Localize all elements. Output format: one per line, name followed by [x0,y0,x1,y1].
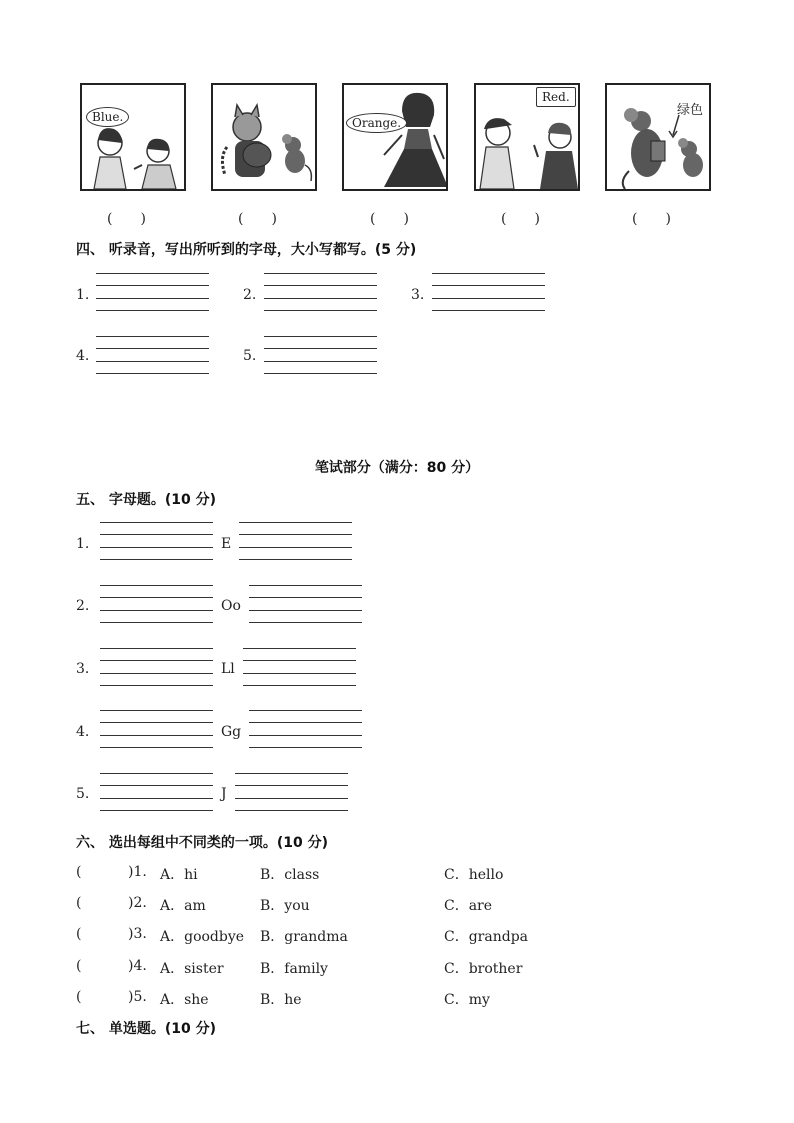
question-number: )2. [128,895,147,911]
option-b: B．family [260,961,328,977]
picture-3 [342,83,448,191]
writing-grid[interactable] [100,648,213,686]
given-letter: Oo [221,598,241,614]
option-c: C．grandpa [444,929,528,945]
writing-grid[interactable] [249,585,362,623]
given-letter: Ll [221,661,235,677]
answer-blank-5[interactable]: ( ) [632,211,671,227]
writing-grid[interactable] [100,710,213,748]
given-letter: Gg [221,724,242,740]
option-b: B．class [260,867,320,883]
section-7-title: 七、 单选题。(10 分) [76,1021,217,1037]
two-girls-illustration [82,85,186,191]
item-number: 1. [76,536,90,552]
answer-paren-open[interactable]: ( [76,926,82,942]
answer-paren-open[interactable]: ( [76,958,82,974]
option-a: A．hi [160,867,198,883]
answer-blank-3[interactable]: ( ) [370,211,409,227]
section-6-title: 六、 选出每组中不同类的一项。(10 分) [76,835,329,851]
picture-2 [211,83,317,191]
writing-grid[interactable] [264,336,377,374]
item-number: 5. [243,348,257,364]
given-letter: J [221,786,227,802]
speech-bubble: Red. [536,87,576,107]
picture-5 [605,83,711,191]
option-a: A．goodbye [160,929,245,945]
answer-paren-open[interactable]: ( [76,989,82,1005]
item-number: 5. [76,786,90,802]
option-b: B．grandma [260,929,348,945]
item-number: 2. [243,287,257,303]
girl-in-skirt-illustration [344,85,448,191]
option-a: A．she [160,992,209,1008]
writing-grid[interactable] [235,773,348,811]
writing-grid[interactable] [100,585,213,623]
section-5-title: 五、 字母题。(10 分) [76,492,217,508]
answer-blank-1[interactable]: ( ) [107,211,146,227]
answer-paren-open[interactable]: ( [76,895,82,911]
option-a: A．am [160,898,206,914]
answer-blank-2[interactable]: ( ) [238,211,277,227]
section-4-title: 四、 听录音，写出所听到的字母，大小写都写。(5 分) [76,242,417,258]
option-c: C．my [444,992,490,1008]
speech-bubble: Orange. [346,113,407,133]
picture-4 [474,83,580,191]
item-number: 3. [411,287,425,303]
item-number: 4. [76,348,90,364]
option-c: C．are [444,898,493,914]
writing-grid[interactable] [432,273,545,311]
writing-grid[interactable] [100,773,213,811]
writing-grid[interactable] [96,273,209,311]
item-number: 2. [76,598,90,614]
item-number: 3. [76,661,90,677]
writing-grid[interactable] [96,336,209,374]
writing-grid[interactable] [243,648,356,686]
question-number: )1. [128,864,147,880]
given-letter: E [221,536,232,552]
option-b: B．you [260,898,310,914]
item-number: 1. [76,287,90,303]
option-a: A．sister [160,961,224,977]
option-b: B．he [260,992,302,1008]
picture-1 [80,83,186,191]
question-number: )4. [128,958,147,974]
item-number: 4. [76,724,90,740]
written-part-title: 笔试部分（满分：80 分） [314,460,480,476]
answer-paren-open[interactable]: ( [76,864,82,880]
picture-label: 绿色 [677,103,704,118]
question-number: )3. [128,926,147,942]
writing-grid[interactable] [264,273,377,311]
writing-grid[interactable] [249,710,362,748]
speech-bubble: Blue. [86,107,129,127]
answer-blank-4[interactable]: ( ) [501,211,540,227]
option-c: C．brother [444,961,523,977]
question-number: )5. [128,989,147,1005]
option-c: C．hello [444,867,504,883]
writing-grid[interactable] [239,522,352,560]
cat-and-mouse-illustration [213,85,317,191]
writing-grid[interactable] [100,522,213,560]
